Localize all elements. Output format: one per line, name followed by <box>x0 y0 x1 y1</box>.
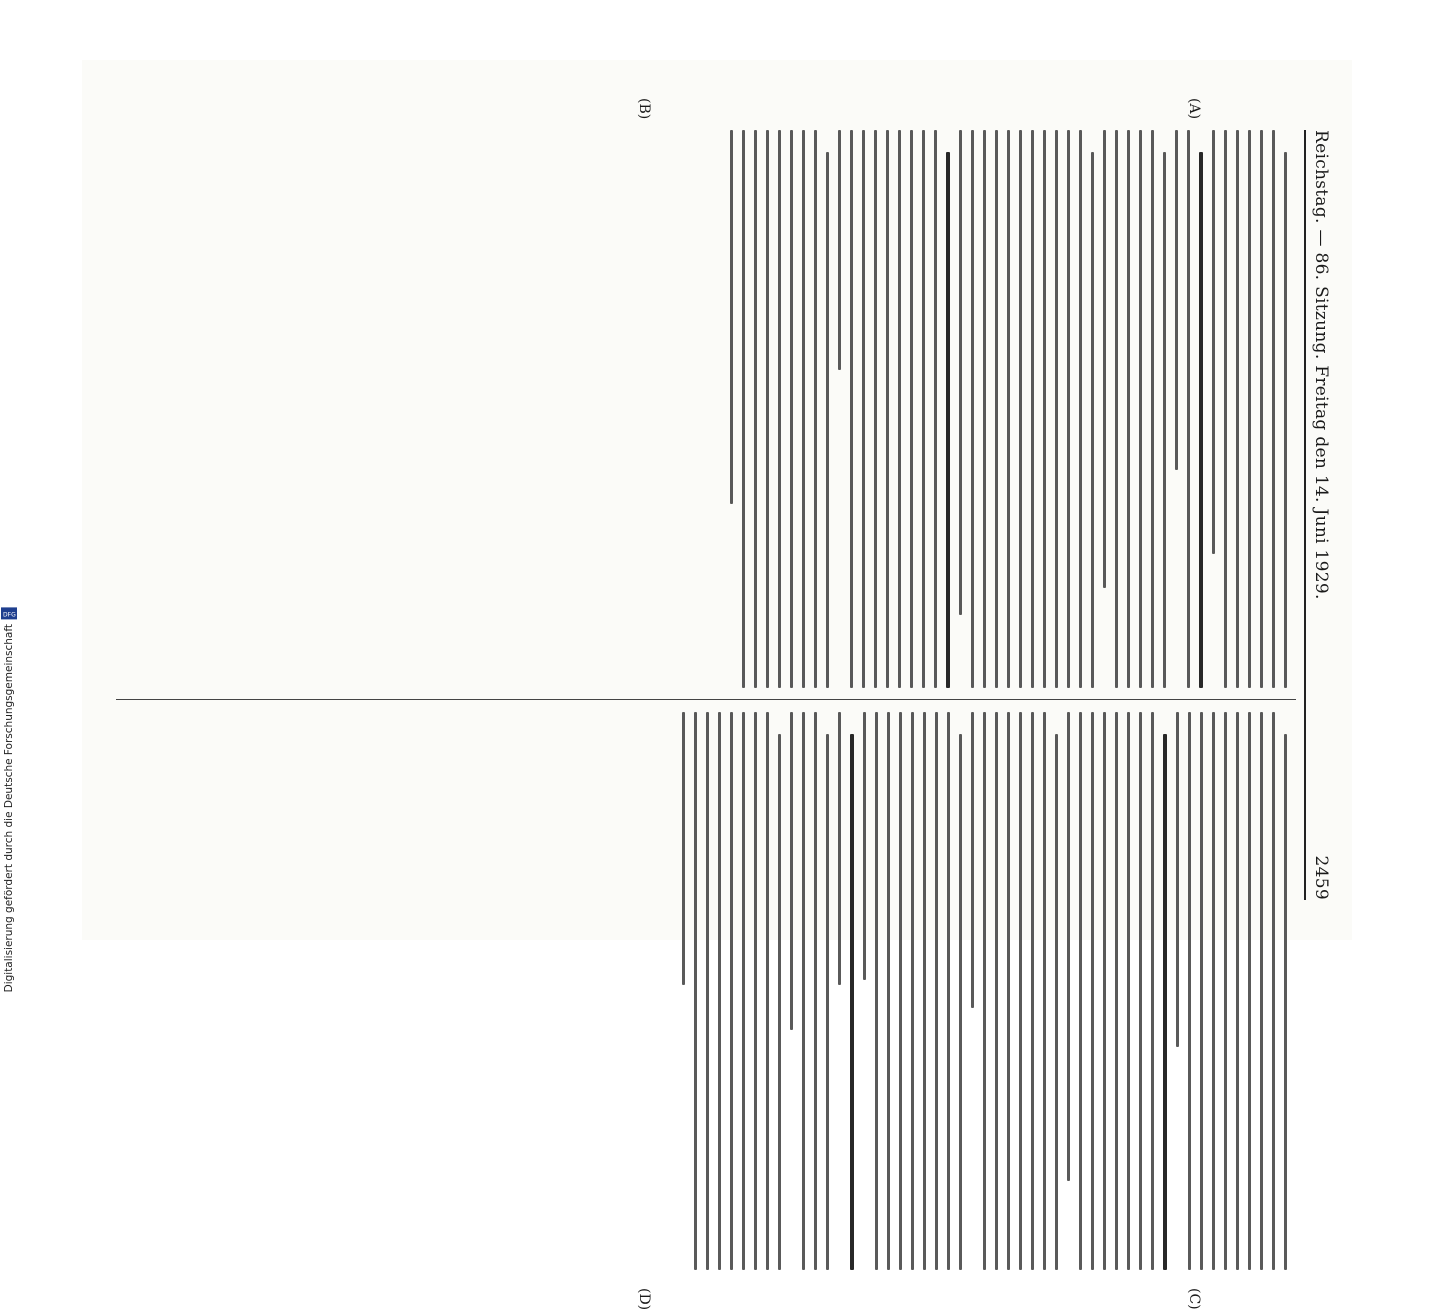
text-line-placeholder <box>1031 130 1034 688</box>
paragraph-placeholder <box>863 712 962 1270</box>
text-line-placeholder <box>766 130 769 688</box>
text-line-placeholder <box>1224 712 1227 1270</box>
text-line-placeholder <box>838 130 841 370</box>
text-line-placeholder <box>995 712 998 1270</box>
text-line-placeholder <box>1163 734 1167 1270</box>
text-line-placeholder <box>1260 712 1263 1270</box>
text-line-placeholder <box>694 712 697 1270</box>
funding-notice-text: Digitalisierung gefördert durch die Deutsche Forschungsgemeinschaft <box>3 623 15 992</box>
paragraph-placeholder <box>959 130 1094 688</box>
text-line-placeholder <box>922 130 925 688</box>
margin-letter-c: (C) <box>1186 1288 1202 1310</box>
text-line-placeholder <box>1248 130 1251 688</box>
text-line-placeholder <box>826 734 829 1270</box>
text-line-placeholder <box>1019 130 1022 688</box>
text-line-placeholder <box>730 130 733 504</box>
text-line-placeholder <box>1151 130 1154 688</box>
paragraph-placeholder <box>838 130 950 688</box>
text-line-placeholder <box>947 712 950 1270</box>
paragraph-placeholder <box>971 712 1058 1270</box>
funding-notice-strip <box>0 0 18 1000</box>
text-line-placeholder <box>1115 712 1118 1270</box>
text-line-placeholder <box>1127 130 1130 688</box>
text-line-placeholder <box>1175 130 1178 470</box>
dfg-logo: DFG <box>1 607 17 619</box>
text-line-placeholder <box>1091 152 1094 688</box>
text-line-placeholder <box>946 152 950 688</box>
text-line-placeholder <box>790 712 793 1030</box>
paragraph-placeholder <box>682 712 781 1270</box>
header-title: Reichstag. — 86. Sitzung. Freitag den 14. Juni 1929. <box>1311 130 1331 600</box>
text-line-placeholder <box>1212 712 1215 1270</box>
margin-letter-a: (A) <box>1186 98 1202 120</box>
text-line-placeholder <box>1139 712 1142 1270</box>
text-line-placeholder <box>899 712 902 1270</box>
text-line-placeholder <box>850 130 853 688</box>
text-line-placeholder <box>1091 712 1094 1270</box>
text-line-placeholder <box>1007 130 1010 688</box>
text-line-placeholder <box>923 712 926 1270</box>
text-line-placeholder <box>1284 734 1287 1270</box>
text-line-placeholder <box>1139 130 1142 688</box>
paragraph-placeholder <box>1212 130 1287 688</box>
text-line-placeholder <box>1019 712 1022 1270</box>
text-line-placeholder <box>778 734 781 1270</box>
paragraph-placeholder <box>1176 712 1287 1270</box>
text-line-placeholder <box>790 130 793 688</box>
text-line-placeholder <box>742 130 745 688</box>
text-line-placeholder <box>802 130 805 688</box>
text-line-placeholder <box>850 734 854 1270</box>
margin-letter-d: (D) <box>636 1288 652 1310</box>
paragraph-placeholder <box>1175 130 1203 688</box>
funding-notice <box>1 605 17 992</box>
text-line-placeholder <box>1188 712 1191 1270</box>
text-line-placeholder <box>1043 130 1046 688</box>
paragraph-placeholder <box>1103 130 1166 688</box>
margin-letter-b: (B) <box>636 98 652 120</box>
text-line-placeholder <box>910 130 913 688</box>
column-right <box>116 712 1296 1270</box>
text-line-placeholder <box>814 130 817 688</box>
text-line-placeholder <box>959 734 962 1270</box>
text-line-placeholder <box>838 712 841 985</box>
text-line-placeholder <box>971 130 974 688</box>
text-line-placeholder <box>1187 130 1190 688</box>
page-number: 2459 <box>1311 855 1331 900</box>
text-line-placeholder <box>1055 734 1058 1270</box>
text-line-placeholder <box>730 712 733 1270</box>
text-line-placeholder <box>1079 130 1082 688</box>
text-line-placeholder <box>826 152 829 688</box>
text-line-placeholder <box>959 130 962 615</box>
text-line-placeholder <box>874 130 877 688</box>
paragraph-placeholder <box>838 712 854 1270</box>
document-page <box>82 60 1352 1310</box>
text-line-placeholder <box>983 130 986 688</box>
text-line-placeholder <box>935 712 938 1270</box>
text-line-placeholder <box>1115 130 1118 688</box>
text-line-placeholder <box>1260 130 1263 688</box>
text-line-placeholder <box>1248 712 1251 1270</box>
text-line-placeholder <box>754 130 757 688</box>
header-rule <box>1304 130 1306 900</box>
text-line-placeholder <box>1284 152 1287 688</box>
text-line-placeholder <box>1272 712 1275 1270</box>
text-line-placeholder <box>862 130 865 688</box>
text-line-placeholder <box>706 712 709 1270</box>
text-line-placeholder <box>778 130 781 688</box>
text-line-placeholder <box>1176 712 1179 1047</box>
text-line-placeholder <box>1236 130 1239 688</box>
text-line-placeholder <box>1079 712 1082 1270</box>
text-line-placeholder <box>1007 712 1010 1270</box>
paragraph-placeholder <box>1067 712 1167 1270</box>
column-divider <box>116 699 1296 700</box>
text-line-placeholder <box>911 712 914 1270</box>
text-line-placeholder <box>1212 130 1215 554</box>
text-line-placeholder <box>682 712 685 985</box>
text-line-placeholder <box>1031 712 1034 1270</box>
text-line-placeholder <box>718 712 721 1270</box>
text-line-placeholder <box>1151 712 1154 1270</box>
text-line-placeholder <box>887 712 890 1270</box>
text-line-placeholder <box>971 712 974 1008</box>
text-line-placeholder <box>863 712 866 980</box>
text-line-placeholder <box>983 712 986 1270</box>
paragraph-placeholder <box>730 130 829 688</box>
text-line-placeholder <box>886 130 889 688</box>
text-line-placeholder <box>1199 152 1203 688</box>
text-line-placeholder <box>1103 712 1106 1270</box>
text-line-placeholder <box>1055 130 1058 688</box>
text-line-placeholder <box>1224 130 1227 688</box>
text-line-placeholder <box>898 130 901 688</box>
text-line-placeholder <box>1127 712 1130 1270</box>
text-line-placeholder <box>1236 712 1239 1270</box>
text-line-placeholder <box>1163 152 1166 688</box>
paragraph-placeholder <box>790 712 829 1270</box>
text-line-placeholder <box>1043 712 1046 1270</box>
text-line-placeholder <box>1067 130 1070 688</box>
text-line-placeholder <box>754 712 757 1270</box>
text-line-placeholder <box>934 130 937 688</box>
text-line-placeholder <box>875 712 878 1270</box>
text-line-placeholder <box>802 712 805 1270</box>
text-line-placeholder <box>1200 712 1203 1270</box>
column-left <box>116 130 1296 688</box>
text-line-placeholder <box>1067 712 1070 1181</box>
page-header <box>1308 130 1334 900</box>
text-line-placeholder <box>995 130 998 688</box>
text-line-placeholder <box>814 712 817 1270</box>
text-line-placeholder <box>1103 130 1106 588</box>
text-line-placeholder <box>742 712 745 1270</box>
text-line-placeholder <box>766 712 769 1270</box>
text-line-placeholder <box>1272 130 1275 688</box>
